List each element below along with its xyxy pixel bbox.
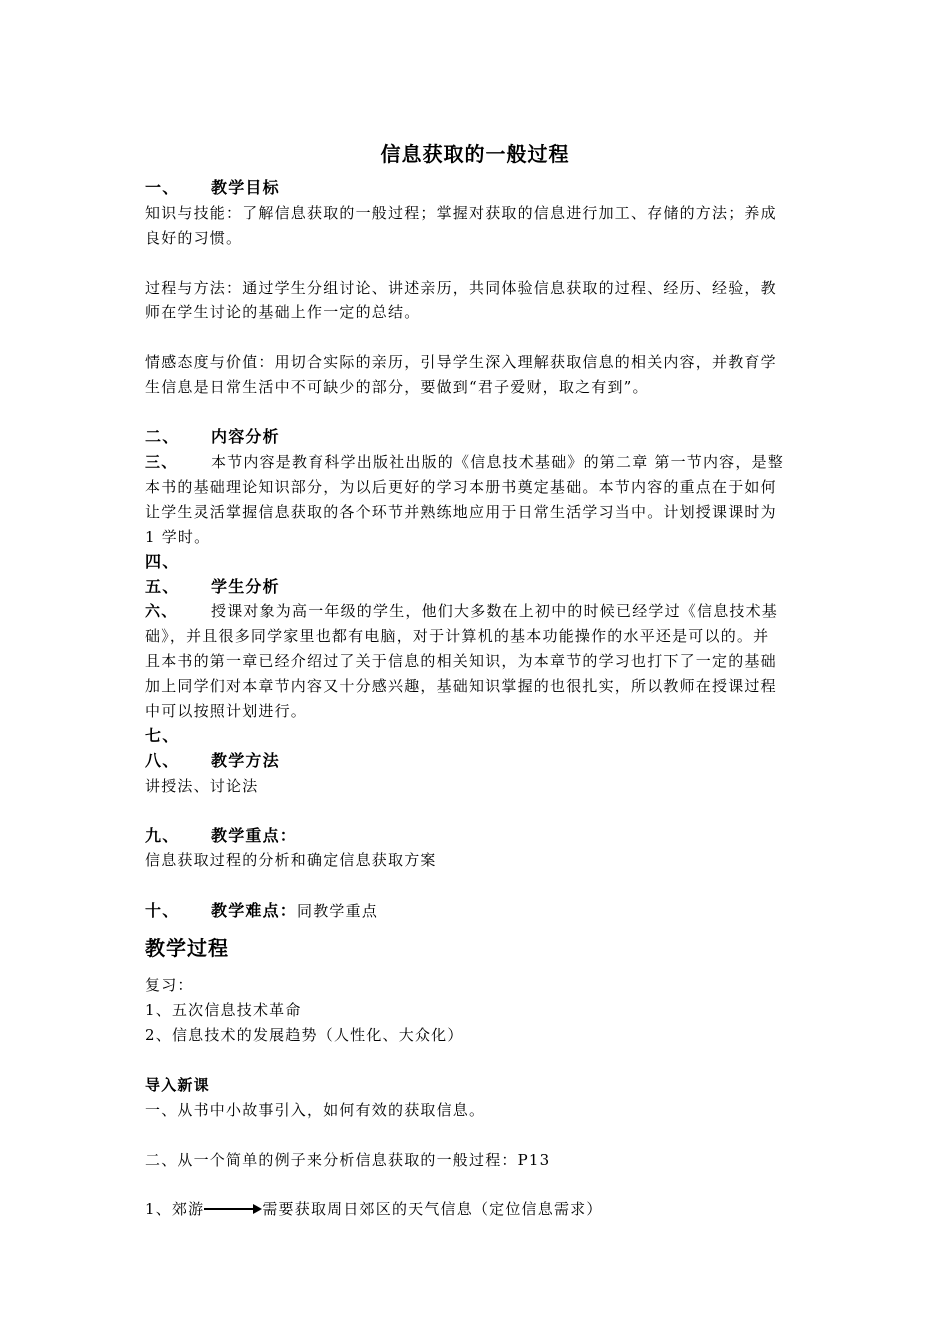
process-step <box>145 1199 603 1219</box>
step-description: 需要获取周日郊区的天气信息（定位信息需求） <box>262 1200 603 1218</box>
section-heading-content-analysis <box>145 427 280 447</box>
section-number-empty <box>145 552 211 572</box>
section-number: 九、 <box>145 826 180 845</box>
section-number: 七、 <box>145 726 180 745</box>
right-arrow-icon <box>204 1199 262 1219</box>
review-label: 复习： <box>145 976 194 994</box>
paragraph-line: 让学生灵活掌握信息获取的各个环节并熟练地应用于日常生活学习当中。计划授课课时为 <box>145 503 777 521</box>
paragraph-line: 础》，并且很多同学家里也都有电脑，对于计算机的基本功能操作的水平还是可以的。并 <box>145 627 770 645</box>
section-title: 学生分析 <box>211 577 280 596</box>
intro-heading: 导入新课 <box>145 1076 210 1094</box>
section-title: 教学重点： <box>211 826 298 845</box>
paragraph-line: 师在学生讨论的基础上作一定的总结。 <box>145 303 421 321</box>
paragraph-line: 加上同学们对本章节内容又十分感兴趣，基础知识掌握的也很扎实，所以教师在授课过程 <box>145 677 777 695</box>
section-heading-objectives <box>145 178 280 198</box>
paragraph-line: 知识与技能：了解信息获取的一般过程；掌握对获取的信息进行加工、存储的方法；养成 <box>145 204 777 222</box>
paragraph-line: 讲授法、讨论法 <box>145 777 259 795</box>
list-item: 1、五次信息技术革命 <box>145 1001 302 1019</box>
step-label: 1、郊游 <box>145 1200 205 1218</box>
numbered-paragraph <box>145 452 784 472</box>
section-number: 五、 <box>145 577 180 596</box>
section-number-empty <box>145 726 211 746</box>
section-number: 一、 <box>145 178 180 197</box>
paragraph-text: 本节内容是教育科学出版社出版的《信息技术基础》的第二章 第一节内容，是整 <box>211 453 784 471</box>
section-number: 六、 <box>145 602 178 620</box>
section-heading-difficulties <box>145 901 378 921</box>
document-title: 信息获取的一般过程 <box>380 142 570 166</box>
section-number: 四、 <box>145 552 180 571</box>
section-number: 二、 <box>145 427 180 446</box>
paragraph-line: 情感态度与价值：用切合实际的亲历，引导学生深入理解获取信息的相关内容，并教育学 <box>145 353 777 371</box>
paragraph-line: 生信息是日常生活中不可缺少的部分，要做到“君子爱财，取之有到”。 <box>145 378 649 396</box>
numbered-paragraph <box>145 601 778 621</box>
section-heading-student-analysis <box>145 577 280 597</box>
paragraph-line: 良好的习惯。 <box>145 229 243 247</box>
section-title: 内容分析 <box>211 427 280 446</box>
paragraph-line: 本书的基础理论知识部分，为以后更好的学习本册书奠定基础。本节内容的重点在于如何 <box>145 478 777 496</box>
section-inline-text: 同教学重点 <box>297 902 379 920</box>
paragraph-line: 1 学时。 <box>145 528 211 546</box>
paragraph-line: 中可以按照计划进行。 <box>145 702 308 720</box>
paragraph-line: 且本书的第一章已经介绍过了关于信息的相关知识，为本章节的学习也打下了一定的基础 <box>145 652 777 670</box>
section-number: 三、 <box>145 453 178 471</box>
section-title: 教学方法 <box>211 751 280 770</box>
section-heading-methods <box>145 751 280 771</box>
section-number: 十、 <box>145 901 180 920</box>
paragraph-line: 信息获取过程的分析和确定信息获取方案 <box>145 851 437 869</box>
teaching-process-heading: 教学过程 <box>145 936 229 960</box>
section-heading-key-points <box>145 826 297 846</box>
section-title: 教学难点： <box>211 901 298 920</box>
section-number: 八、 <box>145 751 180 770</box>
list-item: 2、信息技术的发展趋势（人性化、大众化） <box>145 1026 464 1044</box>
paragraph-line: 二、从一个简单的例子来分析信息获取的一般过程：P13 <box>145 1151 551 1169</box>
paragraph-line: 一、从书中小故事引入，如何有效的获取信息。 <box>145 1101 486 1119</box>
paragraph-line: 过程与方法：通过学生分组讨论、讲述亲历，共同体验信息获取的过程、经历、经验，教 <box>145 279 777 297</box>
paragraph-text: 授课对象为高一年级的学生，他们大多数在上初中的时候已经学过《信息技术基 <box>211 602 779 620</box>
section-title: 教学目标 <box>211 178 280 197</box>
